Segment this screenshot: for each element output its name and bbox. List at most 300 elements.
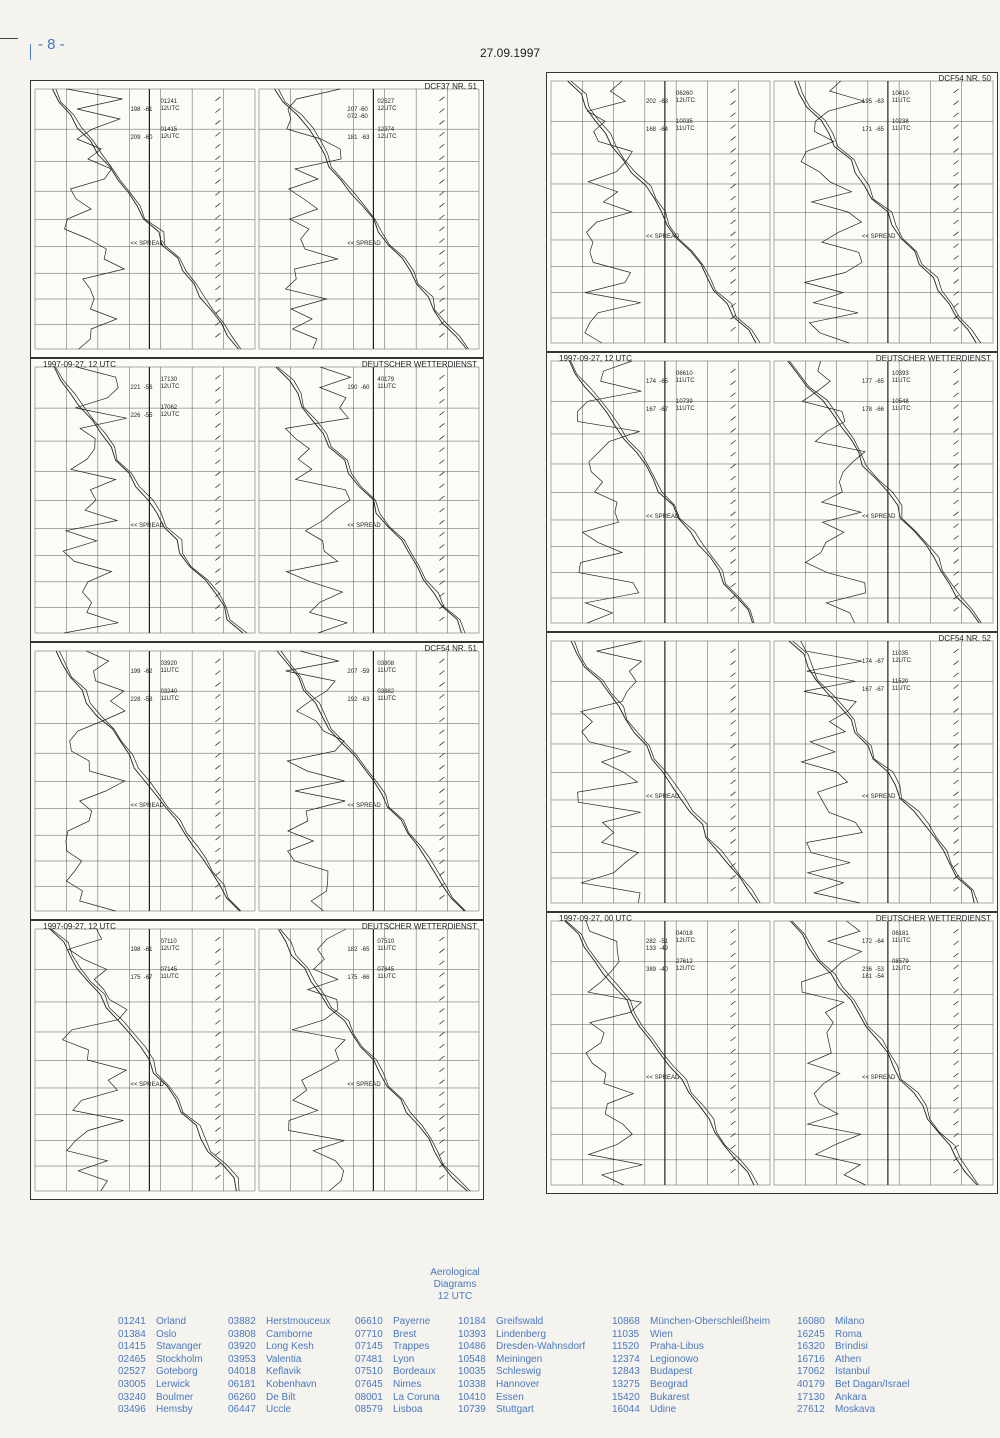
wind-barb (215, 569, 220, 573)
wind-barb (439, 544, 444, 548)
station-code: 16245 (797, 1328, 825, 1340)
diagram-plot (31, 81, 483, 357)
wind-barb (954, 756, 959, 760)
wind-barb (954, 536, 959, 540)
wind-barb (215, 436, 220, 440)
station-sounding-label: 03920 11UTC (160, 661, 179, 674)
wind-barb (215, 321, 220, 325)
wind-barb (731, 744, 736, 748)
wind-barb (439, 180, 444, 184)
spread-label: << SPREAD (130, 522, 164, 529)
wind-barb (731, 851, 736, 855)
wind-barb (439, 682, 444, 686)
wind-barb (954, 732, 959, 736)
wind-barb (215, 860, 220, 864)
station-code: 04018 (228, 1366, 256, 1378)
wind-barb (215, 298, 220, 302)
wind-barb (731, 548, 736, 552)
station-code: 10035 (458, 1366, 486, 1378)
diagram-date-label: 1997-09-27, 12 UTC (559, 354, 632, 363)
station-code: 27612 (797, 1404, 825, 1416)
wind-barb (215, 961, 220, 965)
wind-barb (215, 1020, 220, 1024)
wind-barb (954, 839, 959, 843)
wind-barb (439, 144, 444, 148)
wind-barb (731, 148, 736, 152)
wind-barb (215, 973, 220, 977)
aerological-diagram-l2 (30, 358, 484, 642)
wind-barb (215, 274, 220, 278)
wind-barb (215, 180, 220, 184)
wind-barb (439, 742, 444, 746)
wind-barb (731, 1013, 736, 1017)
margin-rule (0, 38, 18, 39)
wind-barb (731, 697, 736, 701)
wind-barb (731, 524, 736, 528)
wind-barb (215, 659, 220, 663)
wind-barb (731, 1133, 736, 1137)
wind-barb (731, 571, 736, 575)
station-column (612, 1316, 770, 1417)
wind-barb (439, 250, 444, 254)
station-code: 06447 (228, 1404, 256, 1416)
wind-barb (731, 559, 736, 563)
wind-barb (954, 804, 959, 808)
aerological-diagram-r4 (546, 912, 998, 1194)
wind-barb (731, 279, 736, 283)
station-sounding-label: 282 -51 133 -49 (646, 939, 669, 952)
station-name: Stavanger (156, 1341, 202, 1353)
wind-barb (439, 97, 444, 101)
station-code: 16320 (797, 1341, 825, 1353)
wind-barb (954, 1037, 959, 1041)
wind-barb (954, 571, 959, 575)
wind-barb (215, 375, 220, 379)
spread-label: << SPREAD (130, 803, 164, 810)
wind-barb (439, 789, 444, 793)
station-sounding-label: 221 -56 (130, 385, 153, 391)
station-sounding-label: 02527 12UTC (377, 99, 397, 112)
footer-title-line2: Diagrams (433, 1279, 477, 1290)
wind-barb (215, 1104, 220, 1108)
wind-barb (731, 536, 736, 540)
diagram-date-label: 1997-09-27, 12 UTC (43, 360, 116, 369)
wind-barb (439, 569, 444, 573)
station-sounding-label: 10548 11UTC (892, 399, 911, 412)
wind-barb (439, 1116, 444, 1120)
wind-barb (731, 929, 736, 933)
station-entry (118, 1379, 203, 1392)
station-sounding-label: 207 -59 (347, 669, 370, 675)
spread-profile (801, 81, 864, 343)
station-name: La Coruna (393, 1391, 440, 1403)
station-name: Essen (496, 1391, 524, 1403)
wind-barb (731, 685, 736, 689)
wind-barb (731, 244, 736, 248)
wind-barb (215, 168, 220, 172)
wind-barb (954, 941, 959, 945)
wind-barb (439, 1139, 444, 1143)
wind-barb (215, 848, 220, 852)
station-name: Istanbul (835, 1366, 871, 1378)
wind-barb (215, 310, 220, 314)
station-sounding-label: 175 -66 (347, 975, 370, 981)
wind-barb (439, 120, 444, 124)
spread-profile (802, 361, 865, 623)
station-sounding-label: 167 -67 (646, 407, 669, 413)
wind-barb (215, 777, 220, 781)
temperature-profile (571, 81, 760, 343)
wind-barb (954, 1025, 959, 1029)
wind-barb (439, 593, 444, 597)
wind-barb (439, 961, 444, 965)
wind-barb (954, 792, 959, 796)
wind-barb (731, 828, 736, 832)
station-entry (228, 1366, 330, 1379)
wind-barb (731, 196, 736, 200)
station-entry (612, 1354, 770, 1367)
station-sounding-label: 12374 12UTC (377, 127, 397, 140)
wind-barb (954, 977, 959, 981)
station-name: Brest (393, 1328, 417, 1340)
wind-barb (215, 556, 220, 560)
wind-barb (215, 1008, 220, 1012)
station-column (228, 1316, 330, 1417)
wind-barb (731, 417, 736, 421)
wind-barb (439, 1056, 444, 1060)
station-column (118, 1316, 203, 1417)
wind-barb (215, 532, 220, 536)
station-entry (355, 1392, 440, 1405)
station-code: 16080 (797, 1316, 825, 1327)
station-entry (797, 1392, 910, 1405)
wind-barb (215, 250, 220, 254)
station-sounding-label: 03882 11UTC (377, 689, 396, 702)
wind-barb (439, 448, 444, 452)
wind-barb (439, 239, 444, 243)
station-code: 03882 (228, 1316, 256, 1327)
station-entry (612, 1366, 770, 1379)
wind-barb (954, 583, 959, 587)
wind-barb (215, 239, 220, 243)
station-column (355, 1316, 440, 1417)
station-entry (228, 1354, 330, 1367)
station-code: 03953 (228, 1353, 256, 1365)
wind-barb (731, 184, 736, 188)
temperature-profile (568, 81, 756, 343)
station-code: 10868 (612, 1316, 640, 1327)
wind-barb (215, 765, 220, 769)
wind-barb (954, 428, 959, 432)
wind-barb (215, 937, 220, 941)
wind-barb (731, 137, 736, 141)
diagram-plot (31, 921, 483, 1199)
station-entry (355, 1329, 440, 1342)
wind-barb (439, 215, 444, 219)
temperature-profile (798, 81, 981, 343)
station-sounding-label: 03808 11UTC (377, 661, 396, 674)
wind-barb (954, 649, 959, 653)
diagram-plot (547, 913, 997, 1193)
wind-barb (439, 718, 444, 722)
wind-barb (954, 548, 959, 552)
wind-barb (215, 996, 220, 1000)
wind-barb (731, 756, 736, 760)
station-entry (458, 1354, 585, 1367)
station-sounding-label: 236 -53 181 -54 (862, 967, 885, 980)
wind-barb (731, 89, 736, 93)
wind-barb (954, 1085, 959, 1089)
wind-barb (215, 448, 220, 452)
footer-title-line3: 12 UTC (437, 1291, 473, 1302)
station-name: Goteborg (156, 1366, 198, 1378)
spread-label: << SPREAD (646, 514, 680, 521)
station-code: 10410 (458, 1391, 486, 1403)
aerological-diagram-r1 (546, 72, 998, 352)
station-entry (797, 1379, 910, 1392)
wind-barb (215, 191, 220, 195)
wind-barb (439, 286, 444, 290)
station-sounding-label: 209 -60 (130, 135, 153, 141)
wind-barb (439, 801, 444, 805)
station-sounding-label: 174 -65 (646, 379, 669, 385)
station-sounding-label: 07645 11UTC (377, 967, 396, 980)
station-code: 01384 (118, 1328, 146, 1340)
wind-barb (215, 156, 220, 160)
station-name: Camborne (266, 1328, 313, 1340)
page-date: 27.09.1997 (480, 46, 541, 60)
wind-barb (731, 804, 736, 808)
wind-barb (954, 196, 959, 200)
wind-barb (439, 191, 444, 195)
station-entry (797, 1341, 910, 1354)
wind-barb (731, 595, 736, 599)
station-code: 01415 (118, 1341, 146, 1353)
temperature-profile (789, 641, 974, 903)
wind-barb (215, 718, 220, 722)
wind-barb (215, 1151, 220, 1155)
wind-barb (954, 673, 959, 677)
wind-barb (954, 500, 959, 504)
wind-barb (439, 460, 444, 464)
station-entry (797, 1329, 910, 1342)
aerological-diagram-r2 (546, 352, 998, 632)
station-name: Lerwick (156, 1378, 190, 1390)
diagram-date-label: 1997-09-27, 00 UTC (559, 914, 632, 923)
wind-barb (439, 1127, 444, 1131)
wind-barb (954, 417, 959, 421)
wind-barb (215, 544, 220, 548)
wind-barb (954, 381, 959, 385)
station-sounding-label: 17130 12UTC (160, 377, 180, 390)
spread-profile (578, 641, 642, 903)
wind-barb (954, 1061, 959, 1065)
station-name: Kobenhavn (266, 1378, 317, 1390)
spread-label: << SPREAD (347, 803, 381, 810)
temperature-profile (790, 921, 977, 1185)
station-entry (458, 1392, 585, 1405)
wind-barb (439, 949, 444, 953)
station-entry (228, 1404, 330, 1417)
wind-barb (215, 120, 220, 124)
temperature-profile (569, 361, 752, 623)
wind-barb (954, 887, 959, 891)
wind-barb (215, 824, 220, 828)
wind-barb (954, 1133, 959, 1137)
station-name: Lisboa (393, 1404, 423, 1416)
wind-barb (215, 836, 220, 840)
station-sounding-label: 06610 11UTC (676, 371, 695, 384)
wind-barb (439, 1080, 444, 1084)
station-code: 08579 (355, 1404, 383, 1416)
wind-barb (731, 393, 736, 397)
wind-barb (439, 812, 444, 816)
wind-barb (954, 393, 959, 397)
spread-profile (289, 929, 346, 1191)
wind-barb (731, 1061, 736, 1065)
spread-label: << SPREAD (347, 1082, 381, 1089)
wind-barb (439, 156, 444, 160)
wind-barb (731, 1097, 736, 1101)
wind-barb (215, 605, 220, 609)
station-sounding-label: 11520 11UTC (892, 679, 911, 692)
station-entry (118, 1341, 203, 1354)
wind-barb (731, 172, 736, 176)
station-name: Stockholm (156, 1353, 203, 1365)
wind-barb (215, 132, 220, 136)
wind-barb (439, 1092, 444, 1096)
station-name: Hannover (496, 1378, 540, 1390)
wind-barb (731, 327, 736, 331)
spread-profile (285, 367, 350, 633)
wind-barb (731, 708, 736, 712)
station-name: Herstmouceux (266, 1316, 331, 1327)
wind-barb (954, 268, 959, 272)
station-code: 12843 (612, 1366, 640, 1378)
station-sounding-label: 03240 11UTC (160, 689, 179, 702)
station-code: 03005 (118, 1378, 146, 1390)
wind-barb (731, 780, 736, 784)
station-sounding-label: 10035 11UTC (676, 119, 695, 132)
station-code: 07710 (355, 1328, 383, 1340)
temperature-profile (51, 929, 239, 1191)
station-sounding-label: 06260 12UTC (676, 91, 696, 104)
wind-barb (439, 1032, 444, 1036)
wind-barb (215, 520, 220, 524)
station-sounding-label: 01415 12UTC (160, 127, 180, 140)
wind-barb (954, 697, 959, 701)
station-code: 10184 (458, 1316, 486, 1327)
station-name: Dresden-Wahnsdorf (496, 1341, 586, 1353)
wind-barb (439, 765, 444, 769)
footer-title (380, 1267, 530, 1303)
station-entry (458, 1329, 585, 1342)
wind-barb (954, 89, 959, 93)
diagram-header-label: DCF54 NR. 51 (424, 644, 477, 653)
page-number: - 8 - (38, 36, 65, 53)
station-code: 07645 (355, 1378, 383, 1390)
wind-barb (731, 1025, 736, 1029)
wind-barb (439, 132, 444, 136)
station-name: Keflavik (266, 1366, 302, 1378)
aerological-diagram-l4 (30, 920, 484, 1200)
aerological-diagram-r3 (546, 632, 998, 912)
diagram-plot (31, 643, 483, 919)
wind-barb (439, 375, 444, 379)
temperature-profile (275, 89, 467, 349)
diagram-date-label: 1997-09-27, 12 UTC (43, 922, 116, 931)
wind-barb (215, 411, 220, 415)
station-sounding-label: 27612 12UTC (676, 959, 696, 972)
station-code: 08001 (355, 1391, 383, 1403)
wind-barb (215, 753, 220, 757)
station-sounding-label: 195 -63 (862, 99, 885, 105)
station-sounding-label: 175 -67 (130, 975, 153, 981)
station-entry (118, 1366, 203, 1379)
aerological-diagram-l3 (30, 642, 484, 920)
wind-barb (731, 1001, 736, 1005)
wind-barb (439, 109, 444, 113)
temperature-profile (571, 361, 754, 623)
station-sounding-label: 06181 11UTC (892, 931, 911, 944)
station-sounding-label: 198 -61 (130, 107, 153, 113)
wind-barb (954, 452, 959, 456)
wind-barb (954, 816, 959, 820)
wind-barb (954, 405, 959, 409)
wind-barb (731, 464, 736, 468)
station-entry (612, 1329, 770, 1342)
diagram-header-label: DEUTSCHER WETTERDIENST (361, 360, 477, 369)
wind-barb (215, 1175, 220, 1179)
wind-barb (439, 484, 444, 488)
station-code: 17130 (797, 1391, 825, 1403)
wind-barb (954, 369, 959, 373)
wind-barb (954, 559, 959, 563)
wind-barb (954, 172, 959, 176)
temperature-profile (280, 929, 470, 1191)
wind-barb (954, 1049, 959, 1053)
wind-barb (954, 279, 959, 283)
temperature-profile (56, 651, 240, 911)
wind-barb (954, 708, 959, 712)
station-sounding-label: 192 -63 (347, 697, 370, 703)
station-code: 40179 (797, 1378, 825, 1390)
spread-profile (65, 89, 125, 349)
station-sounding-label: 08579 12UTC (892, 959, 912, 972)
wind-barb (215, 1068, 220, 1072)
wind-barb (215, 706, 220, 710)
wind-barb (439, 996, 444, 1000)
wind-barb (731, 160, 736, 164)
wind-barb (731, 649, 736, 653)
station-code: 10548 (458, 1353, 486, 1365)
station-code: 13275 (612, 1378, 640, 1390)
spread-label: << SPREAD (862, 514, 896, 521)
station-code: 07481 (355, 1353, 383, 1365)
station-name: Roma (835, 1328, 862, 1340)
station-sounding-label: 198 -61 (130, 947, 153, 953)
station-entry (612, 1341, 770, 1354)
wind-barb (439, 436, 444, 440)
wind-barb (731, 768, 736, 772)
wind-barb (439, 168, 444, 172)
wind-barb (731, 208, 736, 212)
diagram-header-label: DCF54 NR. 50 (938, 74, 991, 83)
wind-barb (439, 1151, 444, 1155)
wind-barb (954, 291, 959, 295)
wind-barb (439, 617, 444, 621)
station-name: Orland (156, 1316, 187, 1327)
